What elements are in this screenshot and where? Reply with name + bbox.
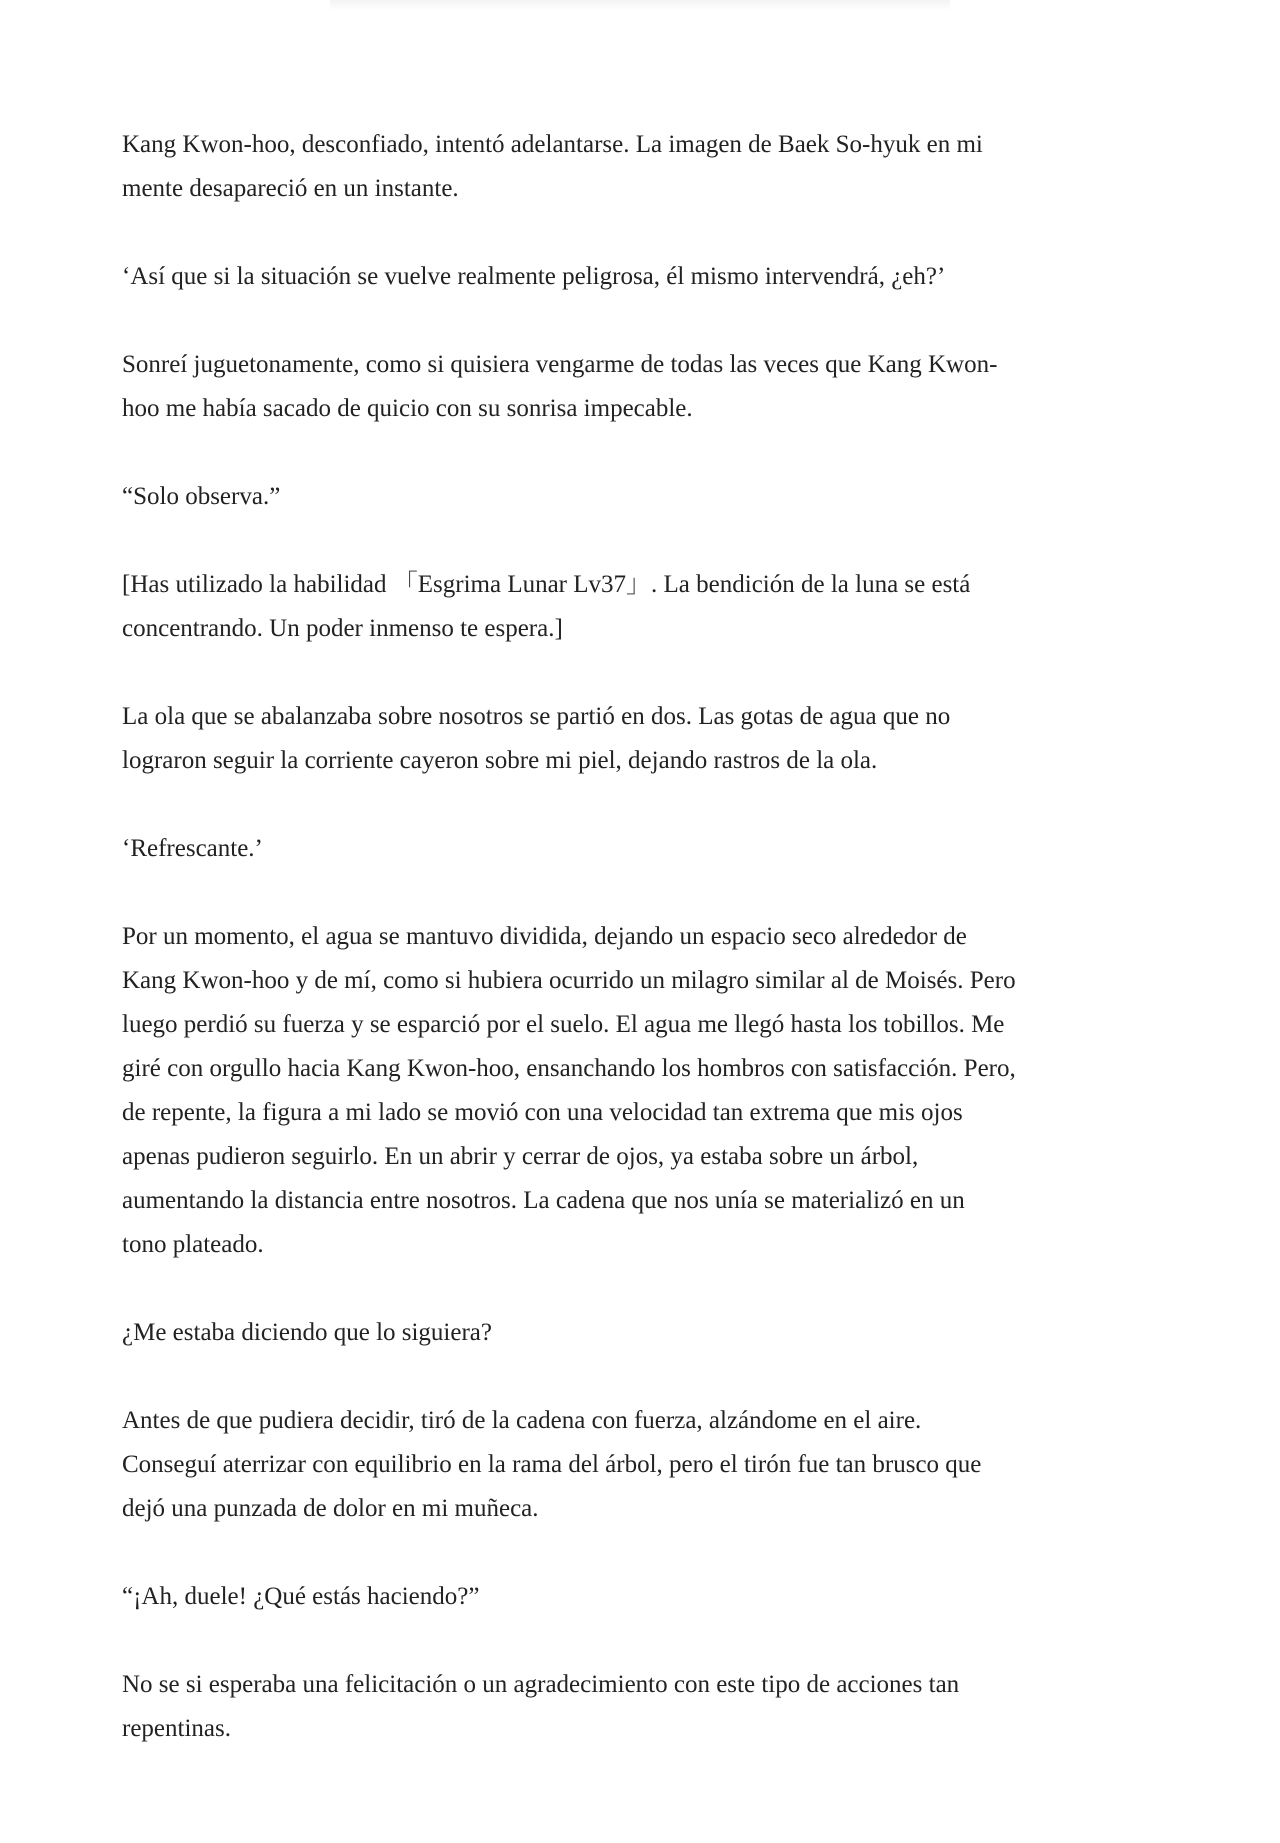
text-line: dejó una punzada de dolor en mi muñeca. xyxy=(122,1495,539,1522)
text-line: repentinas. xyxy=(122,1715,231,1742)
text-line: La ola que se abalanzaba sobre nosotros se partió en dos. Las gotas de agua que no xyxy=(122,703,951,730)
text-line: de repente, la figura a mi lado se movió con una velocidad tan extrema que mis ojos xyxy=(122,1099,963,1126)
top-shadow xyxy=(330,0,950,10)
text-line: Kang Kwon-hoo y de mí, como si hubiera ocurrido un milagro similar al de Moisés. Pero xyxy=(122,967,1016,994)
text-line: “¡Ah, duele! ¿Qué estás haciendo?” xyxy=(122,1583,480,1610)
text-line: tono plateado. xyxy=(122,1231,264,1258)
text-line: concentrando. Un poder inmenso te espera.] xyxy=(122,615,563,642)
paragraph xyxy=(122,563,1182,651)
paragraph xyxy=(122,343,1182,431)
text-line: Conseguí aterrizar con equilibrio en la rama del árbol, pero el tirón fue tan brusco que xyxy=(122,1451,982,1478)
text-line: mente desapareció en un instante. xyxy=(122,175,459,202)
paragraph xyxy=(122,255,1182,299)
paragraph xyxy=(122,827,1182,871)
text-line: ‘Refrescante.’ xyxy=(122,835,263,862)
text-line: Antes de que pudiera decidir, tiró de la cadena con fuerza, alzándome en el aire. xyxy=(122,1407,922,1434)
text-line: No se si esperaba una felicitación o un agradecimiento con este tipo de acciones tan xyxy=(122,1671,960,1698)
text-line: aumentando la distancia entre nosotros. La cadena que nos unía se materializó en un xyxy=(122,1187,965,1214)
text-line: “Solo observa.” xyxy=(122,483,281,510)
text-line: apenas pudieron seguirlo. En un abrir y cerrar de ojos, ya estaba sobre un árbol, xyxy=(122,1143,919,1170)
text-line: Sonreí juguetonamente, como si quisiera vengarme de todas las veces que Kang Kwon- xyxy=(122,351,998,378)
text-line: Kang Kwon-hoo, desconfiado, intentó adelantarse. La imagen de Baek So-hyuk en mi xyxy=(122,131,983,158)
paragraph xyxy=(122,1663,1182,1751)
text-line: lograron seguir la corriente cayeron sobre mi piel, dejando rastros de la ola. xyxy=(122,747,878,774)
paragraph xyxy=(122,915,1182,1267)
text-line: hoo me había sacado de quicio con su sonrisa impecable. xyxy=(122,395,693,422)
text-line: Por un momento, el agua se mantuvo dividida, dejando un espacio seco alrededor de xyxy=(122,923,967,950)
text-line: luego perdió su fuerza y se esparció por el suelo. El agua me llegó hasta los tobillos. Me xyxy=(122,1011,1005,1038)
paragraph xyxy=(122,1311,1182,1355)
paragraph xyxy=(122,1575,1182,1619)
text-line: [Has utilizado la habilidad 「Esgrima Lunar Lv37」. La bendición de la luna se está xyxy=(122,571,971,598)
paragraph xyxy=(122,475,1182,519)
text-line: ‘Así que si la situación se vuelve realmente peligrosa, él mismo intervendrá, ¿eh?’ xyxy=(122,263,946,290)
paragraph xyxy=(122,695,1182,783)
text-line: ¿Me estaba diciendo que lo siguiera? xyxy=(122,1319,492,1346)
text-line: giré con orgullo hacia Kang Kwon-hoo, ensanchando los hombros con satisfacción. Pero, xyxy=(122,1055,1016,1082)
chapter-text xyxy=(122,123,1182,1795)
paragraph xyxy=(122,1399,1182,1531)
paragraph xyxy=(122,123,1182,211)
